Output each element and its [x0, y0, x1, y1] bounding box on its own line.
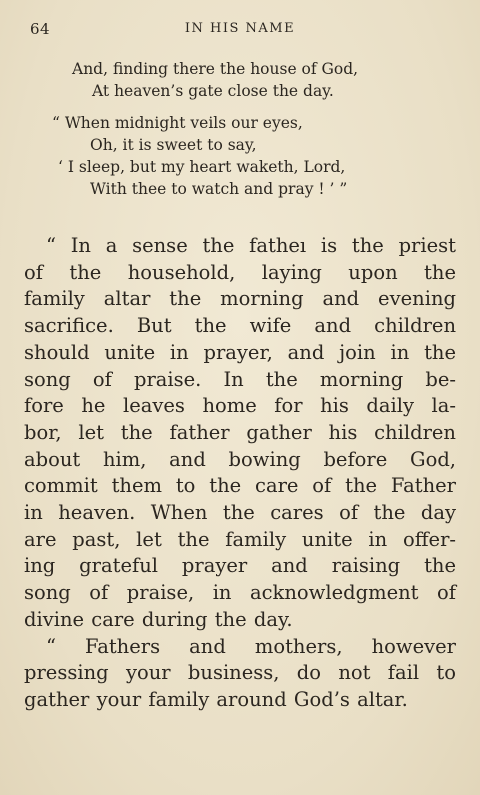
poem-line: With thee to watch and pray ! ’ ”: [90, 180, 348, 198]
paragraph: [24, 233, 456, 634]
poem-line: And, finding there the house of God,: [72, 60, 359, 78]
running-title: IN HIS NAME: [184, 21, 296, 36]
text-line: are past, let the family unite in offer-: [24, 527, 456, 551]
poem-line: ‘ I sleep, but my heart waketh, Lord,: [58, 158, 346, 176]
poem-line: At heaven’s gate close the day.: [92, 82, 334, 100]
text-line: of the household, laying upon the: [24, 260, 456, 284]
text-line: “ In a sense the fatheı is the priest: [46, 234, 456, 257]
text-line: fore he leaves home for his daily la-: [24, 394, 456, 418]
text-line: bor, let the father gather his children: [24, 420, 456, 444]
text-line: sacrifice. But the wife and children: [24, 314, 456, 338]
text-line: family altar the morning and evening: [24, 287, 456, 311]
text-line: gather your family around God’s altar.: [24, 687, 408, 711]
poem-stanza: [0, 112, 480, 200]
text-line: pressing your business, do not fail to: [24, 661, 456, 685]
text-line: “ Fathers and mothers, however: [46, 634, 456, 658]
text-line: song of praise, in acknowledgment of: [24, 581, 456, 605]
poem-line: “ When midnight veils our eyes,: [52, 114, 303, 132]
text-line: song of praise. In the morning be-: [24, 367, 456, 391]
page-header: [30, 20, 450, 42]
page-number: 64: [30, 20, 51, 38]
text-line: in heaven. When the cares of the day: [24, 501, 456, 525]
poem-line: Oh, it is sweet to say,: [90, 136, 257, 154]
text-line: commit them to the care of the Father: [24, 474, 456, 498]
text-line: ing grateful prayer and raising the: [24, 554, 456, 578]
text-line: divine care during the day.: [24, 607, 293, 631]
poem-quote: [0, 58, 480, 210]
prose-body: [24, 233, 456, 714]
paragraph: [24, 634, 456, 714]
text-line: should unite in prayer, and join in the: [24, 340, 456, 364]
poem-stanza: [0, 58, 480, 102]
text-line: about him, and bowing before God,: [24, 447, 456, 471]
